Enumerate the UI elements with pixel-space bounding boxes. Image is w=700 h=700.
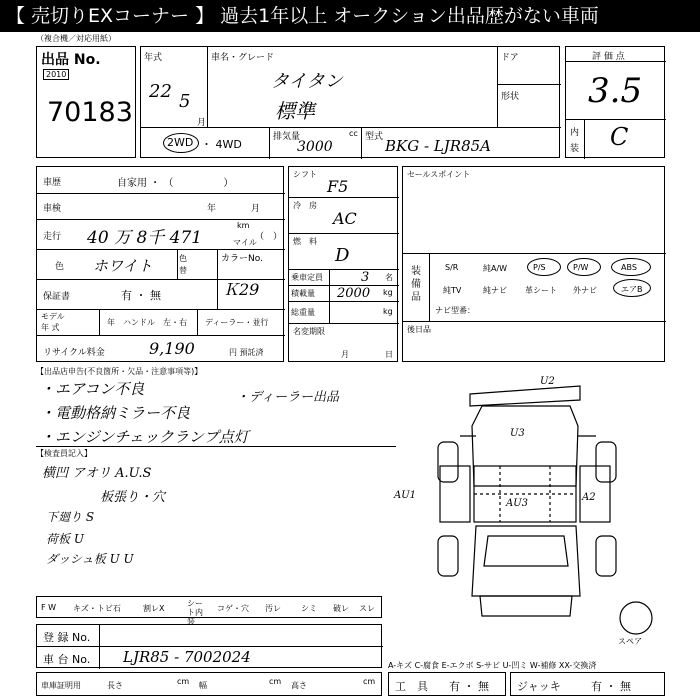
cert-height-cm: cm [363, 677, 376, 686]
mileage-value: 40 万 8千 471 [87, 228, 203, 248]
inspector-line-1: 横凹 アオリ A.U.S [42, 466, 152, 481]
dealer-note: ・ディーラー出品 [236, 390, 339, 405]
tools-block [388, 672, 506, 696]
tag-u3: U3 [510, 428, 525, 439]
cert-height: 高さ [291, 681, 307, 690]
inspector-line-4: 荷板 U [46, 532, 84, 546]
shape-label: 形状 [501, 92, 520, 102]
condition-item-1: キズ・トビ石 [73, 604, 121, 613]
damage-legend: A-キズ C-腐食 E-エクボ S-サビ U-凹ミ W-補修 XX-交換済 [388, 661, 597, 670]
equip-abs: ABS [621, 263, 637, 272]
weight-unit: kg [383, 307, 393, 316]
inspection-year: 年 [207, 204, 217, 214]
interior-label-1: 内 [570, 128, 580, 138]
reg-label: 登 録 No. [43, 631, 91, 644]
spare-label: スペア [618, 637, 642, 646]
top-note: （複合機／対応用紙） [36, 34, 116, 43]
displacement-label: 排気量 [273, 132, 301, 142]
mile-unit: マイル [233, 238, 257, 247]
warranty-label: 保証書 [43, 292, 71, 302]
mileage-paren: （ ） [255, 232, 283, 242]
color-no-label: カラーNo. [221, 254, 263, 264]
tag-u2: U2 [540, 376, 555, 387]
jack-label: ジャッキ [517, 680, 561, 693]
mileage-label: 走行 [43, 232, 62, 242]
inspector-line-3: 下廻り S [46, 510, 95, 524]
condition-item-8: スレ [359, 604, 375, 613]
notes-header: 【出品店申告(不良箇所・欠品・注意事項等)】 [36, 367, 203, 376]
score-label: 評 価 点 [592, 52, 625, 62]
lot-label: 出品 No. [41, 52, 101, 68]
note-line-2: ・電動格納ミラー不良 [40, 404, 191, 422]
sales-point-label: セールスポイント [407, 170, 471, 179]
drive-2wd: 2WD [167, 136, 194, 149]
capacity-label: 乗車定員 [291, 273, 323, 282]
recycle-label: リサイクル料金 [43, 348, 105, 358]
color-label: 色 [55, 262, 65, 272]
diagram-spare-circle [620, 602, 652, 634]
color-gae: 替 [179, 266, 187, 275]
model-label: 型式 [365, 132, 384, 142]
interior-value: C [610, 123, 629, 151]
jack-block [510, 672, 665, 696]
registration-block [36, 624, 382, 668]
condition-item-2: 割レX [143, 604, 165, 613]
load-value: 2000 [337, 286, 371, 301]
ac-value: AC [333, 209, 357, 228]
weight-label: 総重量 [291, 308, 315, 317]
diagram-front-wheel-left [438, 536, 458, 576]
equip-ps: P/S [533, 263, 546, 272]
right-block [402, 166, 665, 362]
inspection-label: 車検 [43, 204, 62, 214]
year-value: 22 [149, 81, 172, 102]
dealer-type: ディーラー・並行 [205, 318, 269, 327]
change-day: 日 [385, 350, 393, 359]
equip-sr: S/R [445, 263, 459, 272]
vehicle-block [140, 46, 560, 158]
month-value: 5 [179, 91, 191, 112]
displacement-value: 3000 [297, 139, 333, 155]
model-year-label-1: モデル [41, 312, 65, 321]
note-line-3: ・エンジンチェックランプ点灯 [40, 428, 249, 446]
model-value: BKG - LJR85A [385, 137, 492, 155]
handle-side: ハンドル 左・右 [123, 318, 187, 327]
inspection-month: 月 [251, 204, 261, 214]
inspector-line-5: ダッシュ板 U U [46, 552, 134, 566]
fuel-value: D [335, 245, 350, 266]
inspector-line-2: 板張り・穴 [100, 490, 166, 505]
equipment-label: 装 備 品 [411, 266, 421, 303]
tag-au3: AU3 [506, 498, 529, 509]
garage-cert-block [36, 672, 382, 696]
lot-number: 70183 [47, 97, 133, 128]
condition-bar [36, 596, 382, 626]
diagram-front-wheel-right [596, 536, 616, 576]
drive-4wd: ・ 4WD [201, 138, 242, 151]
change-month: 月 [341, 350, 349, 359]
diagram-bed-top [472, 406, 578, 486]
tools-label: 工 具 [395, 680, 428, 693]
recycle-unit: 円 預託済 [229, 348, 264, 357]
recycle-value: 9,190 [149, 339, 195, 358]
diagram-rear-gate [470, 386, 580, 406]
specs-block [36, 166, 284, 362]
equip-outnavi: 外ナビ [573, 286, 597, 295]
model-year-label-2: 年 式 [41, 323, 60, 332]
shift-label: シフト [293, 170, 317, 179]
color-no: Ｋ29 [223, 280, 260, 299]
door-label: ドア [501, 53, 519, 63]
color-ichi: 色 [179, 254, 187, 263]
cc-unit: cc [349, 129, 358, 138]
warranty-value: 有 ・ 無 [121, 289, 161, 302]
lot-box [36, 46, 136, 158]
condition-item-7: 破レ [333, 604, 349, 613]
diagram-front-bumper [480, 596, 572, 616]
vehicle-name: タイタン [271, 71, 343, 92]
cert-width-cm: cm [269, 677, 282, 686]
diagram-left-side [440, 466, 470, 522]
condition-item-4: コゲ・穴 [217, 604, 249, 613]
cert-label: 車庫証明用 [41, 681, 81, 690]
diagram-rear-wheel-left [438, 442, 458, 482]
condition-item-5: 汚レ [265, 604, 281, 613]
mid-block [288, 166, 398, 362]
condition-item-3: シート内装 [187, 599, 203, 626]
lot-year-tag: 2010 [43, 69, 69, 80]
tag-au1: AU1 [394, 490, 417, 501]
tools-value: 有 ・ 無 [449, 680, 489, 693]
change-label: 名変期限 [293, 327, 325, 336]
condition-fw: F W [41, 603, 57, 612]
load-unit: kg [383, 288, 393, 297]
header-title: 【 売切りEXコーナー 】 過去1年以上 オークション出品歴がない車両 [0, 0, 700, 32]
km-unit: km [237, 221, 250, 230]
cert-length: 長さ [107, 681, 123, 690]
capacity-unit: 名 [385, 273, 393, 282]
fuel-label: 燃 料 [293, 237, 317, 246]
cert-width: 幅 [199, 681, 207, 690]
ac-label: 冷 房 [293, 201, 317, 210]
month-unit: 月 [197, 118, 207, 128]
condition-item-6: シミ [301, 604, 317, 613]
inspector-header: 【検査員記入】 [36, 449, 92, 458]
score-box [565, 46, 665, 158]
model-year-nen: 年 [107, 318, 115, 327]
capacity-value: 3 [361, 270, 370, 285]
tag-a2: A2 [582, 492, 596, 503]
equip-airbag: エアB [621, 285, 643, 294]
history-value: 自家用 ・ （ ） [117, 178, 234, 189]
equip-leather: 革シート [525, 286, 557, 295]
chassis-value: LJR85 - 7002024 [123, 648, 251, 666]
name-label: 車名・グレード [211, 53, 275, 63]
vehicle-diagram [394, 366, 670, 628]
navi-model-label: ナビ型番： [435, 306, 475, 315]
interior-label-2: 装 [570, 144, 580, 154]
note-line-1: ・エアコン不良 [40, 380, 145, 398]
diagram-rear-wheel-right [596, 442, 616, 482]
history-label: 車歴 [43, 178, 62, 188]
shift-value: F5 [327, 177, 349, 196]
year-label: 年式 [144, 53, 163, 63]
chassis-label: 車 台 No. [43, 653, 91, 666]
after-label: 後日品 [407, 325, 431, 334]
color-value: ホワイト [93, 257, 153, 275]
score-value: 3.5 [588, 71, 643, 111]
vehicle-grade: 標準 [275, 99, 315, 123]
jack-value: 有 ・ 無 [591, 680, 631, 693]
cert-length-cm: cm [177, 677, 190, 686]
equip-navi: 純ナビ [483, 286, 507, 295]
equip-pw: P/W [573, 263, 589, 272]
equip-tv: 純TV [443, 286, 462, 295]
equip-aw: 純A/W [483, 264, 508, 273]
load-label: 積載量 [291, 289, 315, 298]
